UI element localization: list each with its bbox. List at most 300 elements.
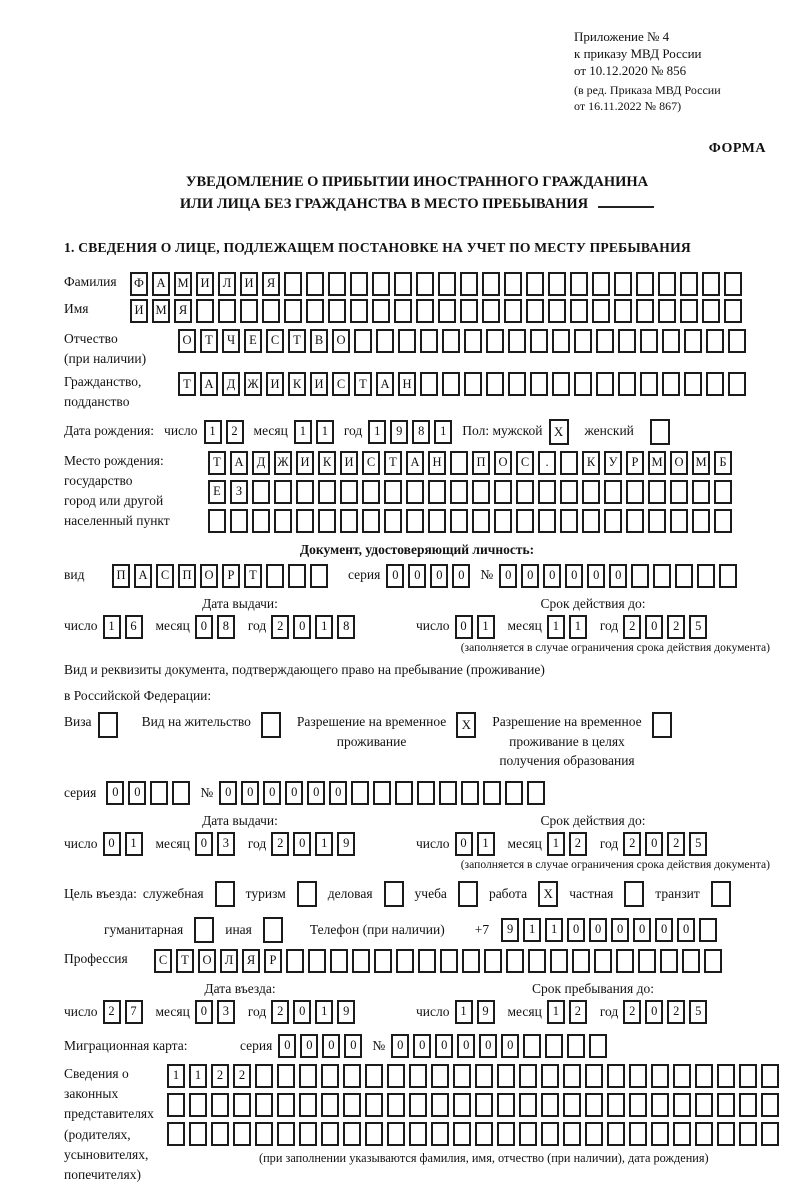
char-box[interactable]: 0 bbox=[322, 1034, 340, 1058]
char-box[interactable] bbox=[362, 509, 380, 533]
char-box[interactable] bbox=[460, 299, 478, 323]
char-box[interactable] bbox=[218, 299, 236, 323]
char-box[interactable] bbox=[252, 480, 270, 504]
birth-day-boxes[interactable] bbox=[204, 420, 248, 444]
char-box[interactable]: 2 bbox=[226, 420, 244, 444]
char-box[interactable]: У bbox=[604, 451, 622, 475]
char-box[interactable] bbox=[585, 1122, 603, 1146]
char-box[interactable] bbox=[538, 509, 556, 533]
char-box[interactable]: 0 bbox=[589, 918, 607, 942]
doc-kind-boxes[interactable] bbox=[112, 564, 332, 588]
char-box[interactable]: 1 bbox=[477, 615, 495, 639]
char-box[interactable] bbox=[761, 1093, 779, 1117]
char-box[interactable] bbox=[167, 1122, 185, 1146]
char-box[interactable]: 0 bbox=[293, 832, 311, 856]
char-box[interactable]: 0 bbox=[452, 564, 470, 588]
char-box[interactable]: 2 bbox=[623, 615, 641, 639]
char-box[interactable] bbox=[717, 1093, 735, 1117]
char-box[interactable] bbox=[365, 1064, 383, 1088]
char-box[interactable] bbox=[450, 480, 468, 504]
char-box[interactable]: Р bbox=[264, 949, 282, 973]
char-box[interactable]: 8 bbox=[337, 615, 355, 639]
char-box[interactable] bbox=[340, 509, 358, 533]
char-box[interactable] bbox=[594, 949, 612, 973]
char-box[interactable]: К bbox=[582, 451, 600, 475]
char-box[interactable]: 2 bbox=[623, 1000, 641, 1024]
char-box[interactable] bbox=[409, 1122, 427, 1146]
char-box[interactable] bbox=[614, 272, 632, 296]
char-box[interactable] bbox=[420, 372, 438, 396]
representatives-row3-boxes[interactable] bbox=[167, 1122, 783, 1146]
char-box[interactable] bbox=[318, 509, 336, 533]
char-box[interactable] bbox=[321, 1064, 339, 1088]
doc-number-boxes[interactable] bbox=[499, 564, 741, 588]
char-box[interactable]: М bbox=[152, 299, 170, 323]
char-box[interactable]: Т bbox=[384, 451, 402, 475]
char-box[interactable]: 1 bbox=[547, 832, 565, 856]
char-box[interactable] bbox=[417, 781, 435, 805]
char-box[interactable]: 1 bbox=[189, 1064, 207, 1088]
residence-series-boxes[interactable] bbox=[106, 781, 194, 805]
char-box[interactable]: Т bbox=[244, 564, 262, 588]
char-box[interactable] bbox=[640, 372, 658, 396]
char-box[interactable] bbox=[299, 1064, 317, 1088]
char-box[interactable] bbox=[607, 1122, 625, 1146]
char-box[interactable] bbox=[592, 272, 610, 296]
char-box[interactable]: 1 bbox=[368, 420, 386, 444]
char-box[interactable] bbox=[629, 1122, 647, 1146]
char-box[interactable] bbox=[438, 299, 456, 323]
char-box[interactable]: 0 bbox=[195, 1000, 213, 1024]
char-box[interactable]: Я bbox=[174, 299, 192, 323]
birth-place-row1-boxes[interactable] bbox=[208, 451, 736, 475]
char-box[interactable] bbox=[406, 509, 424, 533]
char-box[interactable]: 0 bbox=[278, 1034, 296, 1058]
char-box[interactable] bbox=[572, 949, 590, 973]
char-box[interactable] bbox=[673, 1064, 691, 1088]
char-box[interactable] bbox=[189, 1093, 207, 1117]
char-box[interactable] bbox=[230, 509, 248, 533]
char-box[interactable]: 0 bbox=[645, 1000, 663, 1024]
char-box[interactable] bbox=[442, 372, 460, 396]
firstname-boxes[interactable] bbox=[130, 299, 746, 323]
residence-number-boxes[interactable] bbox=[219, 781, 549, 805]
char-box[interactable]: 0 bbox=[329, 781, 347, 805]
char-box[interactable] bbox=[354, 329, 372, 353]
char-box[interactable] bbox=[274, 509, 292, 533]
char-box[interactable] bbox=[560, 451, 578, 475]
char-box[interactable]: Я bbox=[242, 949, 260, 973]
char-box[interactable]: И bbox=[310, 372, 328, 396]
char-box[interactable]: 0 bbox=[501, 1034, 519, 1058]
char-box[interactable]: 0 bbox=[128, 781, 146, 805]
char-box[interactable] bbox=[428, 480, 446, 504]
char-box[interactable]: 0 bbox=[499, 564, 517, 588]
char-box[interactable] bbox=[508, 329, 526, 353]
char-box[interactable] bbox=[692, 480, 710, 504]
char-box[interactable]: 0 bbox=[413, 1034, 431, 1058]
char-box[interactable] bbox=[318, 480, 336, 504]
char-box[interactable]: 9 bbox=[337, 1000, 355, 1024]
char-box[interactable]: 5 bbox=[689, 1000, 707, 1024]
char-box[interactable] bbox=[706, 372, 724, 396]
char-box[interactable]: 0 bbox=[293, 615, 311, 639]
char-box[interactable] bbox=[714, 509, 732, 533]
char-box[interactable] bbox=[308, 949, 326, 973]
char-box[interactable] bbox=[418, 949, 436, 973]
char-box[interactable] bbox=[629, 1093, 647, 1117]
birth-place-row3-boxes[interactable] bbox=[208, 509, 736, 533]
char-box[interactable] bbox=[486, 329, 504, 353]
char-box[interactable] bbox=[648, 480, 666, 504]
char-box[interactable] bbox=[472, 509, 490, 533]
char-box[interactable]: Р bbox=[222, 564, 240, 588]
char-box[interactable] bbox=[596, 329, 614, 353]
char-box[interactable]: 8 bbox=[412, 420, 430, 444]
char-box[interactable]: 0 bbox=[457, 1034, 475, 1058]
char-box[interactable] bbox=[373, 781, 391, 805]
char-box[interactable]: 3 bbox=[217, 1000, 235, 1024]
char-box[interactable]: 3 bbox=[217, 832, 235, 856]
char-box[interactable] bbox=[550, 949, 568, 973]
char-box[interactable] bbox=[614, 299, 632, 323]
char-box[interactable] bbox=[626, 509, 644, 533]
char-box[interactable] bbox=[506, 949, 524, 973]
residence-issue-month-boxes[interactable] bbox=[195, 832, 239, 856]
char-box[interactable] bbox=[497, 1122, 515, 1146]
char-box[interactable] bbox=[519, 1064, 537, 1088]
char-box[interactable] bbox=[497, 1093, 515, 1117]
char-box[interactable] bbox=[340, 480, 358, 504]
char-box[interactable]: 1 bbox=[316, 420, 334, 444]
purpose-official-checkbox[interactable] bbox=[215, 881, 235, 907]
char-box[interactable]: 0 bbox=[103, 832, 121, 856]
char-box[interactable] bbox=[704, 949, 722, 973]
residence-valid-month-boxes[interactable] bbox=[547, 832, 591, 856]
char-box[interactable] bbox=[761, 1122, 779, 1146]
char-box[interactable] bbox=[585, 1093, 603, 1117]
residence-permit-checkbox[interactable] bbox=[261, 712, 281, 738]
char-box[interactable] bbox=[240, 299, 258, 323]
char-box[interactable] bbox=[504, 272, 522, 296]
char-box[interactable]: 0 bbox=[645, 832, 663, 856]
migration-number-boxes[interactable] bbox=[391, 1034, 611, 1058]
char-box[interactable]: Н bbox=[398, 372, 416, 396]
char-box[interactable]: А bbox=[152, 272, 170, 296]
char-box[interactable]: 0 bbox=[455, 832, 473, 856]
char-box[interactable]: С bbox=[516, 451, 534, 475]
purpose-private-checkbox[interactable] bbox=[624, 881, 644, 907]
char-box[interactable]: А bbox=[200, 372, 218, 396]
char-box[interactable]: 0 bbox=[391, 1034, 409, 1058]
doc-issue-year-boxes[interactable] bbox=[271, 615, 359, 639]
char-box[interactable]: Ф bbox=[130, 272, 148, 296]
char-box[interactable] bbox=[563, 1064, 581, 1088]
char-box[interactable] bbox=[530, 329, 548, 353]
char-box[interactable] bbox=[387, 1093, 405, 1117]
birth-place-row2-boxes[interactable] bbox=[208, 480, 736, 504]
char-box[interactable] bbox=[394, 272, 412, 296]
char-box[interactable]: О bbox=[494, 451, 512, 475]
char-box[interactable] bbox=[450, 509, 468, 533]
char-box[interactable]: 1 bbox=[569, 615, 587, 639]
char-box[interactable] bbox=[211, 1093, 229, 1117]
char-box[interactable] bbox=[211, 1122, 229, 1146]
char-box[interactable]: 0 bbox=[567, 918, 585, 942]
char-box[interactable] bbox=[484, 949, 502, 973]
char-box[interactable] bbox=[724, 299, 742, 323]
char-box[interactable]: 9 bbox=[501, 918, 519, 942]
stay-month-boxes[interactable] bbox=[547, 1000, 591, 1024]
char-box[interactable] bbox=[266, 564, 284, 588]
char-box[interactable] bbox=[252, 509, 270, 533]
char-box[interactable]: 9 bbox=[390, 420, 408, 444]
char-box[interactable] bbox=[328, 272, 346, 296]
char-box[interactable] bbox=[442, 329, 460, 353]
char-box[interactable] bbox=[616, 949, 634, 973]
char-box[interactable] bbox=[717, 1122, 735, 1146]
char-box[interactable]: И bbox=[266, 372, 284, 396]
char-box[interactable]: 0 bbox=[565, 564, 583, 588]
char-box[interactable] bbox=[461, 781, 479, 805]
entry-day-boxes[interactable] bbox=[103, 1000, 147, 1024]
char-box[interactable] bbox=[516, 480, 534, 504]
char-box[interactable]: Н bbox=[428, 451, 446, 475]
char-box[interactable]: 0 bbox=[645, 615, 663, 639]
char-box[interactable] bbox=[497, 1064, 515, 1088]
gender-female-checkbox[interactable] bbox=[650, 419, 670, 445]
char-box[interactable]: И bbox=[340, 451, 358, 475]
char-box[interactable]: 9 bbox=[337, 832, 355, 856]
char-box[interactable]: 1 bbox=[477, 832, 495, 856]
char-box[interactable]: 0 bbox=[677, 918, 695, 942]
char-box[interactable] bbox=[739, 1064, 757, 1088]
char-box[interactable] bbox=[372, 299, 390, 323]
char-box[interactable] bbox=[387, 1122, 405, 1146]
gender-male-checkbox[interactable]: X bbox=[549, 419, 569, 445]
char-box[interactable]: 1 bbox=[103, 615, 121, 639]
char-box[interactable] bbox=[541, 1064, 559, 1088]
char-box[interactable]: 2 bbox=[667, 1000, 685, 1024]
char-box[interactable] bbox=[482, 272, 500, 296]
char-box[interactable]: 0 bbox=[241, 781, 259, 805]
char-box[interactable] bbox=[398, 329, 416, 353]
char-box[interactable] bbox=[475, 1093, 493, 1117]
char-box[interactable]: Л bbox=[218, 272, 236, 296]
char-box[interactable] bbox=[321, 1093, 339, 1117]
char-box[interactable]: 1 bbox=[523, 918, 541, 942]
char-box[interactable]: 2 bbox=[211, 1064, 229, 1088]
char-box[interactable] bbox=[464, 372, 482, 396]
char-box[interactable] bbox=[431, 1093, 449, 1117]
char-box[interactable]: 0 bbox=[609, 564, 627, 588]
doc-valid-day-boxes[interactable] bbox=[455, 615, 499, 639]
char-box[interactable]: 1 bbox=[204, 420, 222, 444]
char-box[interactable] bbox=[673, 1122, 691, 1146]
doc-valid-year-boxes[interactable] bbox=[623, 615, 711, 639]
char-box[interactable]: 0 bbox=[344, 1034, 362, 1058]
char-box[interactable] bbox=[541, 1093, 559, 1117]
char-box[interactable] bbox=[706, 329, 724, 353]
profession-boxes[interactable] bbox=[154, 949, 726, 973]
char-box[interactable] bbox=[288, 564, 306, 588]
char-box[interactable] bbox=[486, 372, 504, 396]
char-box[interactable]: 0 bbox=[386, 564, 404, 588]
char-box[interactable] bbox=[306, 299, 324, 323]
char-box[interactable]: 0 bbox=[408, 564, 426, 588]
char-box[interactable] bbox=[406, 480, 424, 504]
char-box[interactable] bbox=[475, 1064, 493, 1088]
char-box[interactable]: 2 bbox=[103, 1000, 121, 1024]
residence-valid-day-boxes[interactable] bbox=[455, 832, 499, 856]
char-box[interactable] bbox=[167, 1093, 185, 1117]
char-box[interactable]: 2 bbox=[271, 832, 289, 856]
char-box[interactable] bbox=[675, 564, 693, 588]
char-box[interactable]: 1 bbox=[315, 832, 333, 856]
char-box[interactable] bbox=[684, 372, 702, 396]
temp-residence-checkbox[interactable]: X bbox=[456, 712, 476, 738]
char-box[interactable] bbox=[494, 480, 512, 504]
char-box[interactable]: 7 bbox=[125, 1000, 143, 1024]
char-box[interactable]: О bbox=[200, 564, 218, 588]
char-box[interactable]: Ж bbox=[244, 372, 262, 396]
char-box[interactable] bbox=[592, 299, 610, 323]
char-box[interactable] bbox=[574, 329, 592, 353]
char-box[interactable]: 2 bbox=[233, 1064, 251, 1088]
char-box[interactable]: П bbox=[472, 451, 490, 475]
char-box[interactable]: 0 bbox=[455, 615, 473, 639]
char-box[interactable] bbox=[394, 299, 412, 323]
char-box[interactable]: 1 bbox=[547, 1000, 565, 1024]
char-box[interactable]: . bbox=[538, 451, 556, 475]
char-box[interactable] bbox=[626, 480, 644, 504]
char-box[interactable] bbox=[604, 509, 622, 533]
char-box[interactable]: 2 bbox=[569, 832, 587, 856]
char-box[interactable] bbox=[695, 1122, 713, 1146]
char-box[interactable] bbox=[350, 299, 368, 323]
char-box[interactable] bbox=[420, 329, 438, 353]
char-box[interactable] bbox=[636, 272, 654, 296]
char-box[interactable]: 0 bbox=[435, 1034, 453, 1058]
char-box[interactable] bbox=[538, 480, 556, 504]
char-box[interactable] bbox=[618, 372, 636, 396]
char-box[interactable] bbox=[563, 1093, 581, 1117]
char-box[interactable] bbox=[365, 1122, 383, 1146]
char-box[interactable]: 2 bbox=[271, 1000, 289, 1024]
char-box[interactable] bbox=[695, 1064, 713, 1088]
char-box[interactable] bbox=[396, 949, 414, 973]
char-box[interactable] bbox=[306, 272, 324, 296]
char-box[interactable]: Л bbox=[220, 949, 238, 973]
char-box[interactable] bbox=[582, 509, 600, 533]
char-box[interactable] bbox=[638, 949, 656, 973]
char-box[interactable] bbox=[172, 781, 190, 805]
stay-year-boxes[interactable] bbox=[623, 1000, 711, 1024]
char-box[interactable] bbox=[208, 509, 226, 533]
char-box[interactable]: 9 bbox=[477, 1000, 495, 1024]
doc-valid-month-boxes[interactable] bbox=[547, 615, 591, 639]
char-box[interactable] bbox=[508, 372, 526, 396]
char-box[interactable]: 1 bbox=[455, 1000, 473, 1024]
char-box[interactable] bbox=[548, 299, 566, 323]
char-box[interactable]: 0 bbox=[543, 564, 561, 588]
char-box[interactable] bbox=[527, 781, 545, 805]
char-box[interactable] bbox=[629, 1064, 647, 1088]
char-box[interactable] bbox=[719, 564, 737, 588]
char-box[interactable]: Т bbox=[354, 372, 372, 396]
char-box[interactable] bbox=[284, 272, 302, 296]
residence-valid-year-boxes[interactable] bbox=[623, 832, 711, 856]
char-box[interactable] bbox=[255, 1093, 273, 1117]
char-box[interactable] bbox=[739, 1122, 757, 1146]
char-box[interactable] bbox=[653, 564, 671, 588]
char-box[interactable] bbox=[728, 329, 746, 353]
char-box[interactable] bbox=[462, 949, 480, 973]
stay-day-boxes[interactable] bbox=[455, 1000, 499, 1024]
char-box[interactable] bbox=[431, 1064, 449, 1088]
citizenship-boxes[interactable] bbox=[178, 372, 750, 396]
char-box[interactable] bbox=[739, 1093, 757, 1117]
surname-boxes[interactable] bbox=[130, 272, 746, 296]
char-box[interactable] bbox=[483, 781, 501, 805]
char-box[interactable] bbox=[233, 1122, 251, 1146]
char-box[interactable] bbox=[523, 1034, 541, 1058]
char-box[interactable]: С bbox=[154, 949, 172, 973]
char-box[interactable] bbox=[651, 1122, 669, 1146]
char-box[interactable] bbox=[196, 299, 214, 323]
char-box[interactable] bbox=[351, 781, 369, 805]
char-box[interactable]: 2 bbox=[569, 1000, 587, 1024]
char-box[interactable] bbox=[618, 329, 636, 353]
char-box[interactable] bbox=[343, 1122, 361, 1146]
char-box[interactable] bbox=[450, 451, 468, 475]
char-box[interactable]: Е bbox=[208, 480, 226, 504]
char-box[interactable] bbox=[416, 272, 434, 296]
char-box[interactable] bbox=[589, 1034, 607, 1058]
char-box[interactable] bbox=[528, 949, 546, 973]
char-box[interactable]: О bbox=[178, 329, 196, 353]
char-box[interactable] bbox=[440, 949, 458, 973]
migration-series-boxes[interactable] bbox=[278, 1034, 366, 1058]
char-box[interactable] bbox=[516, 509, 534, 533]
char-box[interactable] bbox=[585, 1064, 603, 1088]
temp-residence-education-checkbox[interactable] bbox=[652, 712, 672, 738]
char-box[interactable]: 0 bbox=[521, 564, 539, 588]
char-box[interactable]: А bbox=[134, 564, 152, 588]
char-box[interactable] bbox=[233, 1093, 251, 1117]
char-box[interactable]: 2 bbox=[623, 832, 641, 856]
char-box[interactable] bbox=[494, 509, 512, 533]
char-box[interactable]: Т bbox=[178, 372, 196, 396]
char-box[interactable] bbox=[453, 1064, 471, 1088]
char-box[interactable] bbox=[548, 272, 566, 296]
char-box[interactable] bbox=[350, 272, 368, 296]
char-box[interactable] bbox=[431, 1122, 449, 1146]
char-box[interactable] bbox=[296, 509, 314, 533]
char-box[interactable]: 0 bbox=[195, 832, 213, 856]
char-box[interactable]: 0 bbox=[263, 781, 281, 805]
char-box[interactable] bbox=[545, 1034, 563, 1058]
char-box[interactable]: 0 bbox=[219, 781, 237, 805]
char-box[interactable] bbox=[504, 299, 522, 323]
char-box[interactable] bbox=[376, 329, 394, 353]
char-box[interactable] bbox=[697, 564, 715, 588]
char-box[interactable]: 0 bbox=[430, 564, 448, 588]
char-box[interactable]: Ч bbox=[222, 329, 240, 353]
char-box[interactable] bbox=[526, 299, 544, 323]
char-box[interactable]: З bbox=[230, 480, 248, 504]
char-box[interactable] bbox=[658, 299, 676, 323]
